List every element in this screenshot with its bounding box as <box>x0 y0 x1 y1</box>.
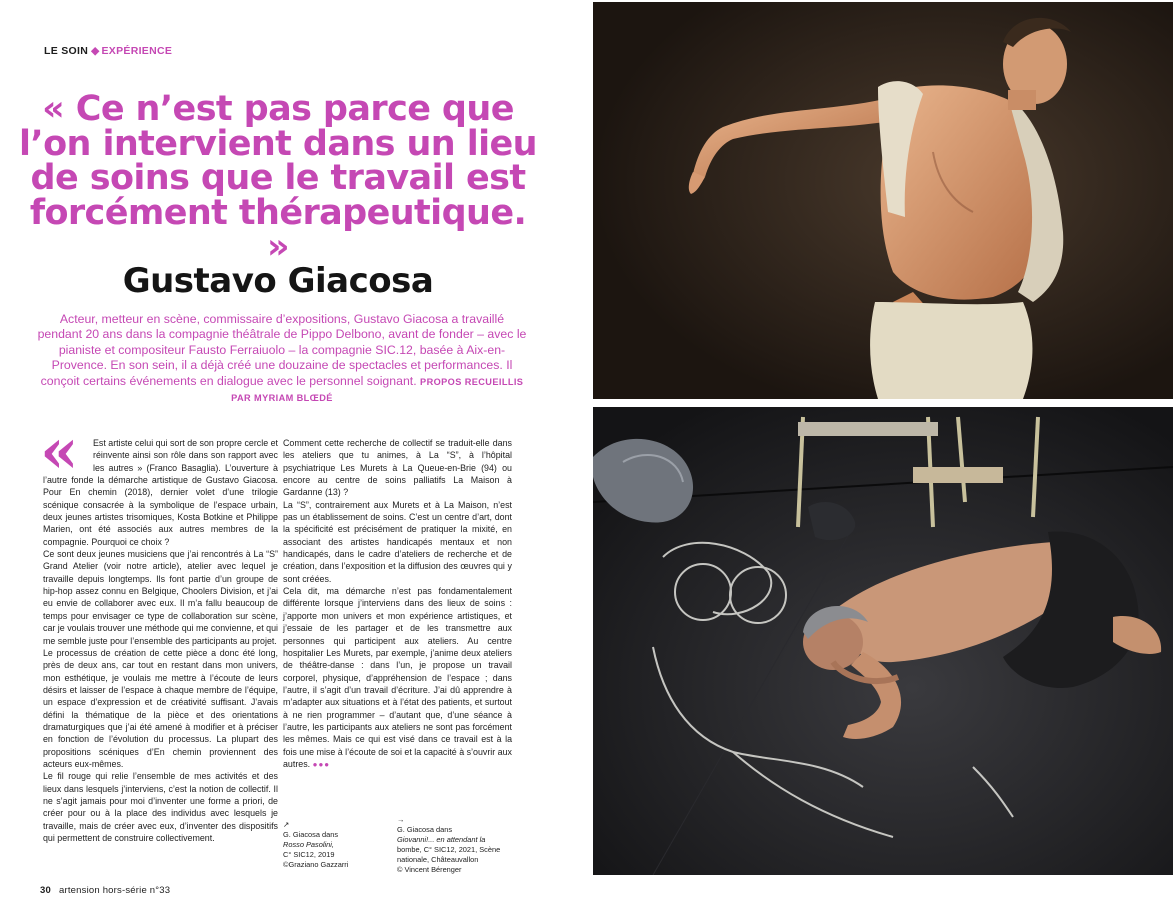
performer-floor-illustration <box>593 407 1173 875</box>
caption-line: © Vincent Bérenger <box>397 865 462 874</box>
intro-paragraph <box>36 312 528 406</box>
caption-arrow: ↗ <box>283 820 290 829</box>
column2-paragraph <box>283 585 512 771</box>
photo-performer-floor <box>593 407 1173 875</box>
column2-paragraph: Comment cette recherche de collectif se traduit-elle dans les ateliers que tu animes, à La “S”, à l’hôpital psychiatrique Les Murets à La Queue-en-Brie (94) ou encore au centre de soins palliatifs La Maison à Gardanne (13) ? <box>283 438 512 498</box>
column1-paragraph: Est artiste celui qui sort de son propre cercle et réinvente ainsi son rôle dans son rapport avec les autres » (Franco Basaglia). L’ouverture à l’autre fonde la démarche artistique de Gustavo Giacosa. Pour En chemin (2018), dernier volet d’une trilogie scénique consacrée à la symbolique de l’espace urbain, deux jeunes artistes trisomiques, Kosta Botkine et Philippe Marien, ont été associés aux autres membres de la compagnie. Pourquoi ce choix ? <box>43 438 278 547</box>
performer-standing-illustration <box>593 2 1173 399</box>
article-column-1 <box>43 437 278 844</box>
caption-line: G. Giacosa dans <box>283 830 339 839</box>
article-column-2 <box>283 437 512 771</box>
page-number: 30 <box>40 885 51 896</box>
column1-paragraph: Le processus de création de cette pièce a donc été long, près de deux ans, car tout en restant dans mon univers, mon esthétique, je voulais me mettre à l’écoute de leurs désirs et laisser de l’espace à chaque membre de l’équipe, un espace d’expression et de créativité suffisant. J’avais défini la thématique de la pièce et des orientations dramaturgiques que j’ai été amené à modifier et à préciser en fonction de l’évolution du processus. La plupart des propositions scéniques d’En chemin proviennent des acteurs eux-mêmes. <box>43 647 278 769</box>
photo-caption-top <box>283 820 383 870</box>
intro-text: Acteur, metteur en scène, commissaire d’expositions, Gustavo Giacosa a travaillé pendant 20 ans dans la compagnie théâtrale de Pippo Delbono, avant de fonder – avec le pianiste et compositeur Fausto Ferraiuolo – la compagnie SIC.12, basée à Aix-en-Provence. En son sein, il a déjà créé une douzaine de spectacles et performances. Il conçoit certains événements en dialogue avec le personnel soignant. <box>37 312 527 388</box>
caption-line: Giovanni!... en attendant la <box>397 835 486 844</box>
photo-caption-bottom <box>397 815 512 875</box>
column1-paragraph: Le fil rouge qui relie l’ensemble de mes activités et des lieux dans lesquels j’interviens, c’est la notion de collectif. Il ne s’agit jamais pour moi d’inventer une forme a priori, de créer pour ou à la place des individus avec lesquels je travaille, mais de créer avec eux, d’inventer des dispositifs qui permettent de construire collectivement. <box>43 771 278 843</box>
column2-paragraph: La “S”, contrairement aux Murets et à La Maison, n’est pas un établissement de soins. C’est un centre d’art, dont la spécificité est précisément de pratiquer la mixité, en associant des artistes handicapés mentaux et non handicapés, dans le cadre d’ateliers de recherche et de création, dans l’exposition et la diffusion des œuvres qui y sont créées. <box>283 499 512 584</box>
caption-line: nationale, Châteauvallon <box>397 855 479 864</box>
subsection-label: EXPÉRIENCE <box>101 45 173 57</box>
caption-line: ©Graziano Gazzarri <box>283 860 349 869</box>
caption-line: C° SIC12, 2019 <box>283 850 335 859</box>
page-footer <box>40 885 170 896</box>
end-mark: ●●● <box>312 759 331 769</box>
caption-line: Rosso Pasolini, <box>283 840 334 849</box>
caption-line: G. Giacosa dans <box>397 825 453 834</box>
column1-paragraph: Ce sont deux jeunes musiciens que j’ai rencontrés à La “S” Grand Atelier (voir notre article), atelier avec lequel je travaille depuis longtemps. Ils font partie d’un groupe de hip-hop assez connu en Belgique, Choolers Division, et j’ai eu envie de collaborer avec eux. Il m’a fallu beaucoup de temps pour envisager ce type de collaboration sur scène, car je voulais trouver une méthode qui me convienne, et qui me semble juste pour l’ensemble des participants au projet. <box>43 549 278 646</box>
caption-arrow: → <box>397 815 405 824</box>
diamond-icon: ◆ <box>91 45 100 57</box>
column2-paragraph-text: Cela dit, ma démarche n’est pas fondamentalement différente lorsque j’interviens dans des lieux de soins : j’apporte mon univers et mon expérience artistiques, et j’essaie de les partager et de les transmettre aux personnes qui participent aux ateliers. Au centre hospitalier Les Murets, par exemple, j’anime deux ateliers de théâtre-danse : dans l’un, je propose un travail corporel, physique, d’appréhension de l’espace ; dans l’autre, il s’agit d’un travail d’écriture. J’ai dû apprendre à m’adapter aux situations et à l’état des patients, et surtout à ne rien programmer – d’autant que, d’une séance à l’autre, les participants aux ateliers ne sont pas forcément les mêmes. Mais ce qui est visé dans ce travail est à la fois une mise à l’écoute de soi et la capacité à s’ouvrir aux autres. <box>283 586 512 769</box>
section-label: LE SOIN <box>44 45 89 57</box>
photo-performer-standing <box>593 2 1173 399</box>
publication-name: artension hors-série n°33 <box>58 885 171 896</box>
interviewee-name: Gustavo Giacosa <box>122 261 434 301</box>
intro-credit: PROPOS RECUEILLIS PAR MYRIAM BLŒDÉ <box>231 376 524 404</box>
title-quote: « Ce n’est pas parce que l’on intervient dans un lieu de soins que le travail est forcément thérapeutique. » <box>19 89 537 267</box>
opening-quote-mark: « <box>40 414 79 487</box>
section-header <box>44 45 172 57</box>
caption-line: bombe, C° SIC12, 2021, Scène <box>397 845 501 854</box>
